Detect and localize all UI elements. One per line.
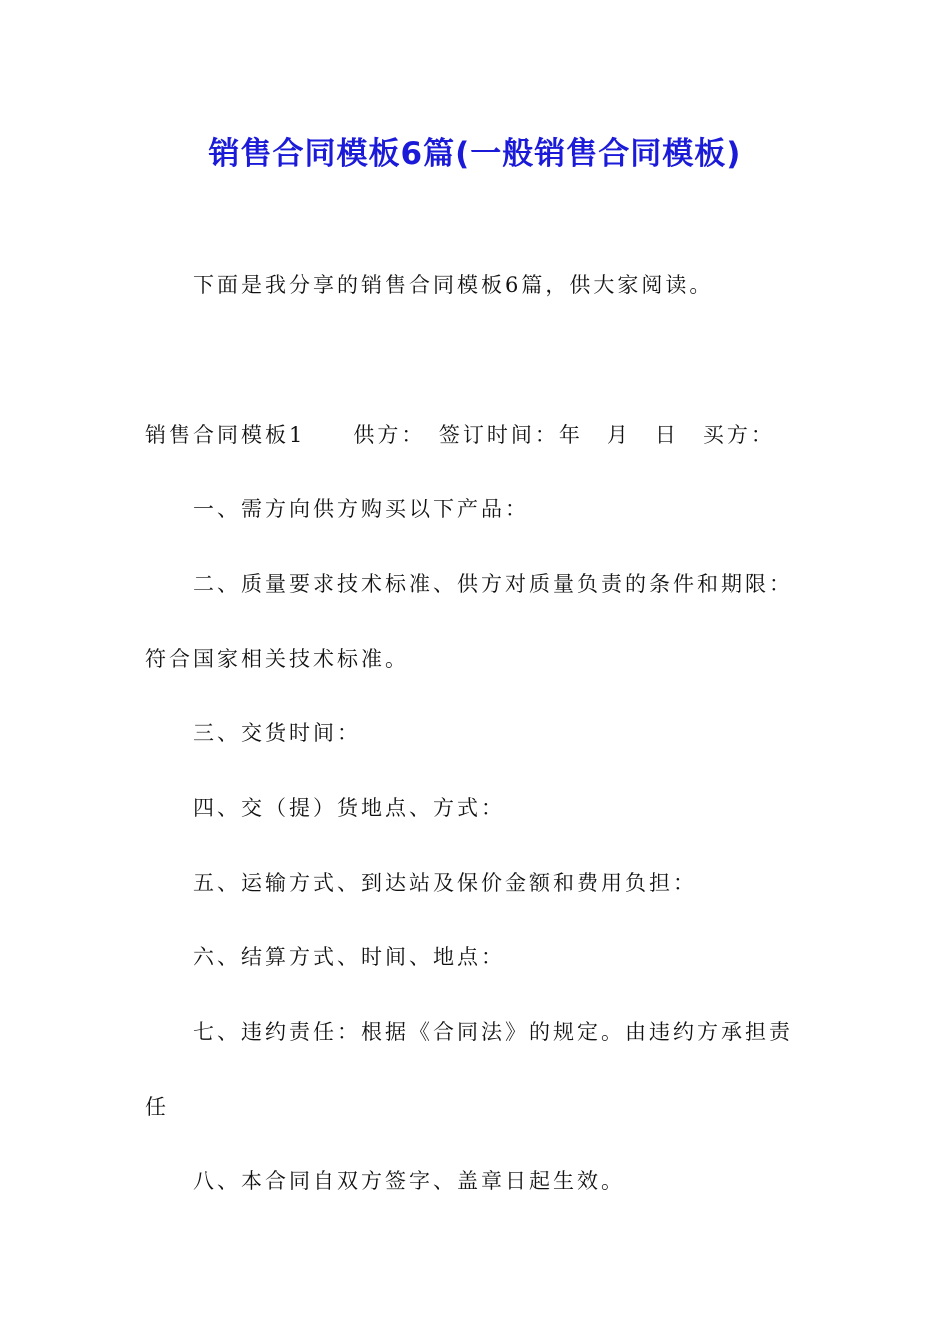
- clause-8: 八、本合同自双方签字、盖章日起生效。: [193, 1169, 625, 1193]
- clause-2-continuation: 符合国家相关技术标准。: [145, 647, 409, 671]
- clause-2: 二、质量要求技术标准、供方对质量负责的条件和期限：: [193, 572, 793, 596]
- intro-paragraph: 下面是我分享的销售合同模板6篇，供大家阅读。: [193, 273, 714, 297]
- document-title: 销售合同模板6篇(一般销售合同模板): [208, 136, 742, 172]
- clause-6: 六、结算方式、时间、地点：: [193, 945, 505, 969]
- clause-7: 七、违约责任：根据《合同法》的规定。由违约方承担责: [193, 1020, 793, 1044]
- clause-3: 三、交货时间：: [193, 721, 361, 745]
- clause-1: 一、需方向供方购买以下产品：: [193, 497, 529, 521]
- contract-header-line: 销售合同模板1 供方： 签订时间：年 月 日 买方：: [145, 423, 775, 447]
- clause-4: 四、交（提）货地点、方式：: [193, 796, 505, 820]
- clause-5: 五、运输方式、到达站及保价金额和费用负担：: [193, 871, 697, 895]
- clause-7-continuation: 任: [145, 1095, 169, 1119]
